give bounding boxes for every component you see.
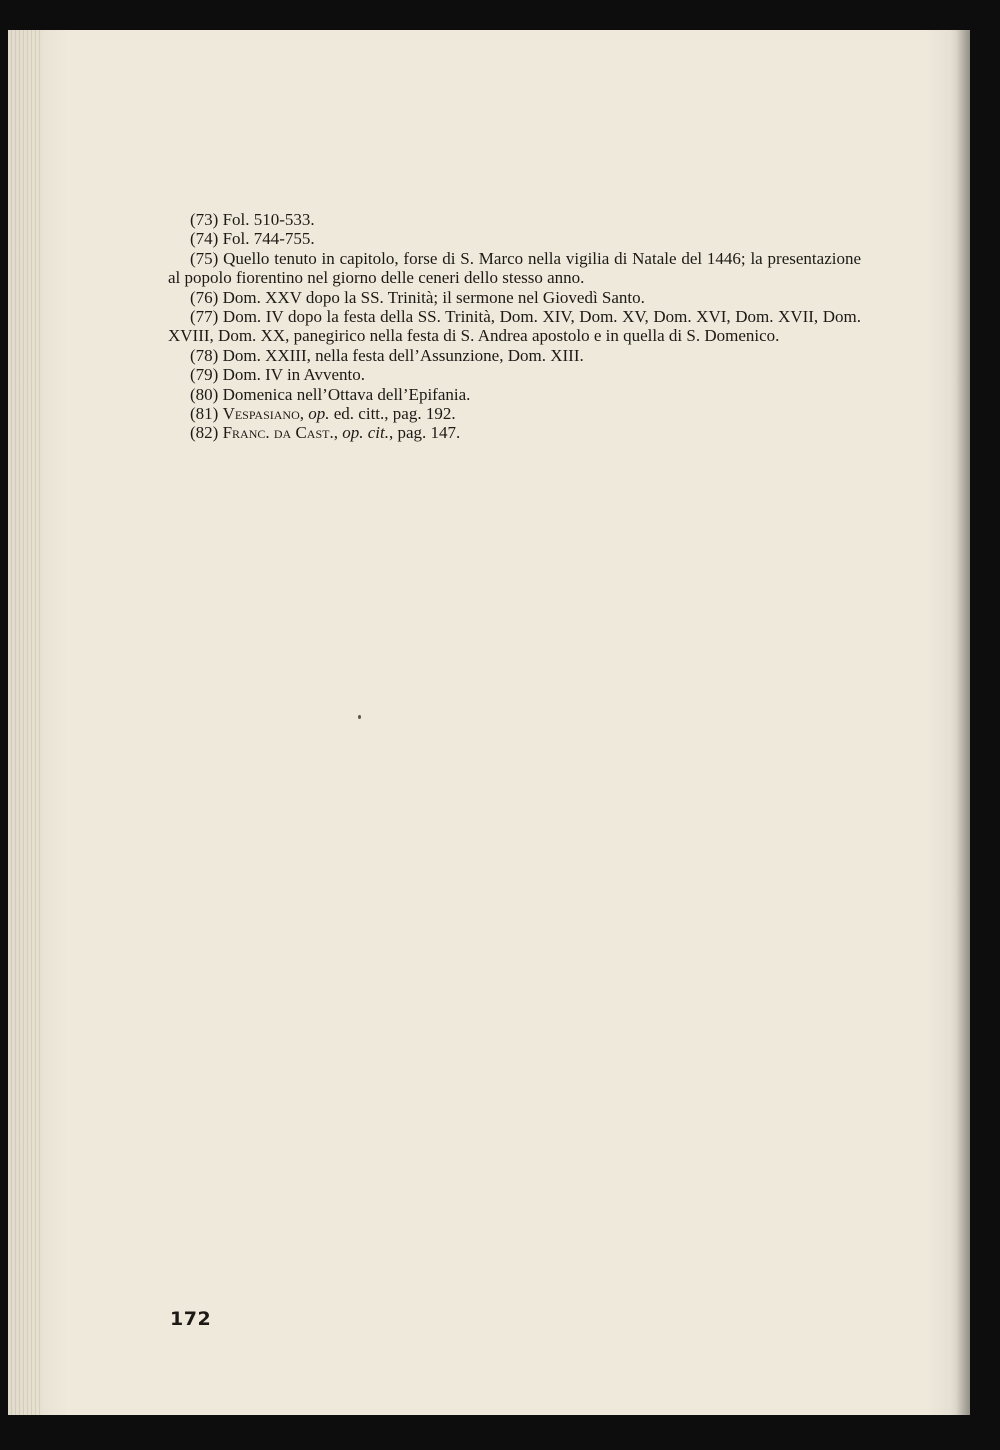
op-cit-abbrev: op. cit. xyxy=(342,423,389,443)
footnotes-block xyxy=(168,210,861,443)
paper-speck xyxy=(358,715,361,719)
footnote-81: (81) Vespasiano, op. ed. citt., pag. 192. xyxy=(190,404,456,424)
footnote-79: (79) Dom. IV in Avvento. xyxy=(190,365,366,385)
footnote-77: (77) Dom. IV dopo la festa della SS. Trinità, Dom. XIV, Dom. XV, Dom. XVI, Dom. XVII, Dom. XVIII, Dom. XX, panegirico nella festa di S. Andrea apostolo e in quella di S. Domenico. xyxy=(168,307,861,346)
page-edges xyxy=(8,30,42,1415)
footnote-76: (76) Dom. XXV dopo la SS. Trinità; il sermone nel Giovedì Santo. xyxy=(190,287,645,307)
page-number: 172 xyxy=(170,1308,212,1330)
footnote-80: (80) Domenica nell’Ottava dell’Epifania. xyxy=(190,384,471,404)
footnote-78: (78) Dom. XXIII, nella festa dell’Assunzione, Dom. XIII. xyxy=(190,345,584,365)
page-gutter-shadow xyxy=(956,30,970,1415)
author-name: Franc. da Cast. xyxy=(222,423,334,443)
op-abbrev: op. xyxy=(308,404,330,424)
book-page xyxy=(8,30,970,1415)
footnote-74: (74) Fol. 744-755. xyxy=(190,229,315,249)
footnote-75: (75) Quello tenuto in capitolo, forse di S. Marco nella vigilia di Natale del 1446; la presentazione al popolo fiorentino nel giorno delle ceneri dello stesso anno. xyxy=(168,248,862,288)
author-name: Vespasiano xyxy=(222,404,300,424)
footnote-73: (73) Fol. 510-533. xyxy=(190,210,315,229)
footnote-82: (82) Franc. da Cast., op. cit., pag. 147. xyxy=(190,423,461,443)
